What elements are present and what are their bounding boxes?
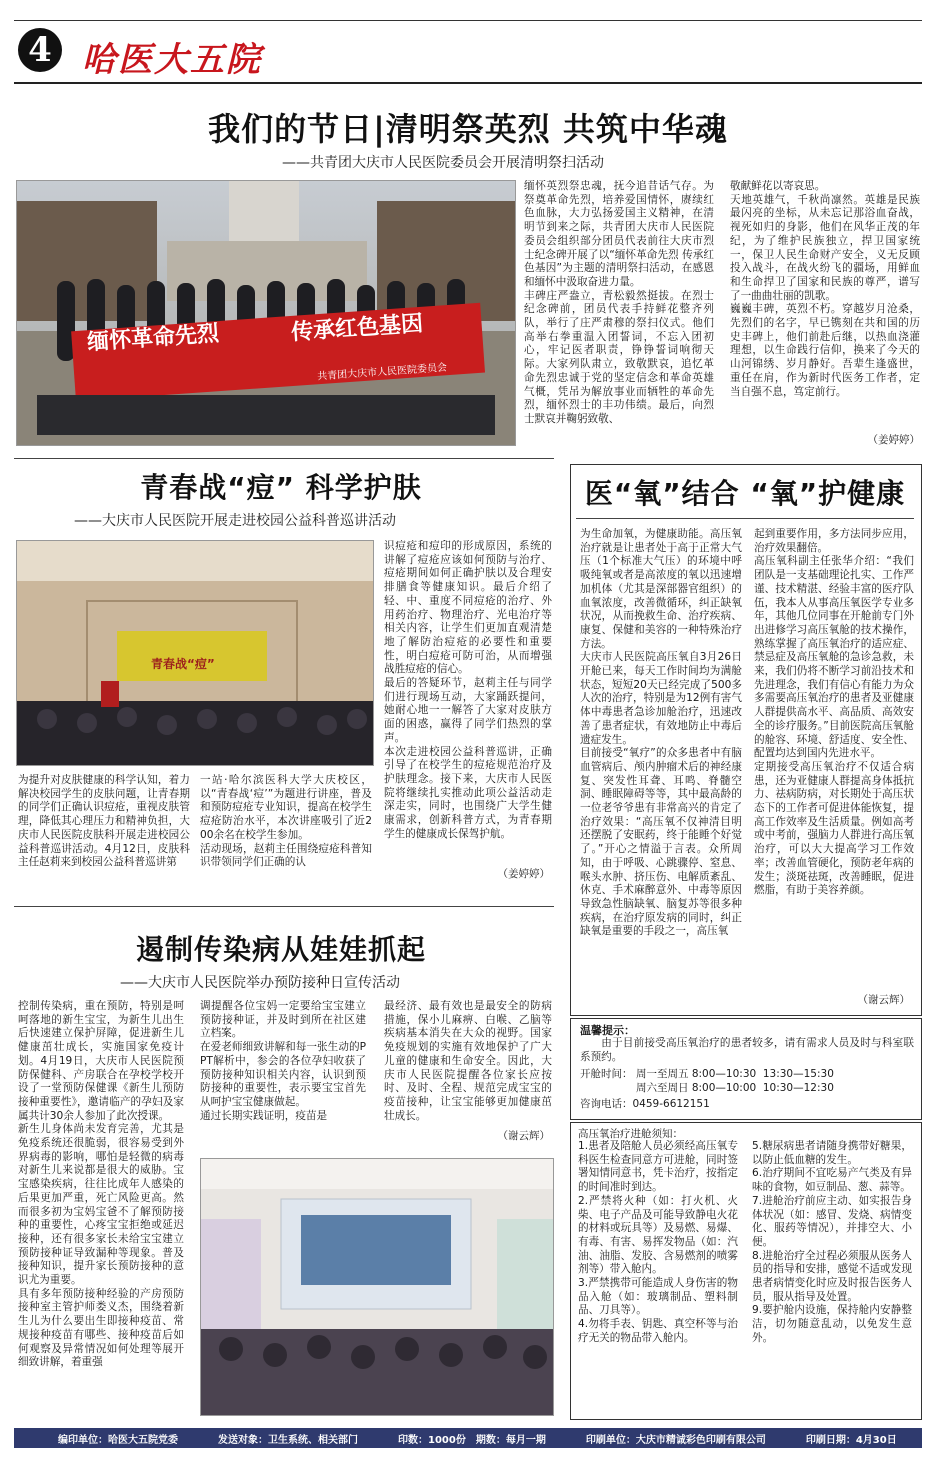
notice-text: 由于目前接受高压氧治疗的患者较多，请有需求人员及时与科室联系预约。 <box>580 1037 914 1063</box>
notice-heading: 温馨提示： <box>580 1024 635 1037</box>
article1-col2: 敬献鲜花以寄哀思。 天地英雄气，千秋尚凛然。英雄是民族最闪亮的坐标，从未忘记那浴血奋战，视死如归的身影，他们在风华正茂的年纪，为了维护民族独立，捍卫国家统一，保卫人民生命财产安全，义无反顾投入战斗，在战火纷飞的疆场，用鲜血和生命捍卫了国家和民族的尊严，谱写了一曲曲壮丽的凯歌。 巍巍丰碑，英烈不朽。穿越岁月沧桑，先烈们的名字，早已镌刻在共和国的历史丰碑上，他们前赴后继，以热血浇灌理想，以生命践行信仰，换来了今天的山河锦绣、岁月静好。吾辈生逢盛世，重任在肩，作为新时代医务工作者，定当自强不息，笃定前行。 <box>730 180 920 398</box>
footer-editor: 编印单位：哈医大五院党委 <box>58 1434 178 1446</box>
article4-title: 遏制传染病从娃娃抓起 <box>135 933 426 966</box>
article4-col3: 最经济、最有效也是最安全的防病措施，保小儿麻痹、白喉、乙脑等疾病基本消失在大众的视野。国家免疫规划的实施有效地保护了广大儿童的健康和生命安全。因此，大庆市人民医院提醒各位家长应按时、及时、全程、规范完成宝宝的疫苗接种，让宝宝能够更加健康茁壮成长。 <box>384 1000 552 1122</box>
article1-col1: 缅怀英烈祭忠魂，抚今追昔话气存。为祭奠革命先烈，培养爱国情怀，赓续红色血脉，大力弘扬爱国主义精神，在清明节到来之际，共青团大庆市人民医院委员会组织部分团员代表前往大庆市烈士纪念碑开展了以“缅怀革命先烈 传承红色基因”为主题的清明祭扫活动，在感恩和缅怀中汲取奋进力量。 丰碑庄严盎立，青松毅然挺拔。在烈士纪念碑前，团员代表手持鲜花整齐列队，举行了庄严肃穆的祭扫仪式。他们高举右拳重温入团誓词，不忘入团初心，牢记医者职责，铮铮誓词响彻天际。大家列队肃立，致敬默哀，追忆革命先烈忠诚于党的坚定信念和革命英雄气概，凭吊为解放事业而牺牲的革命先烈，缅怀烈士的丰功伟绩。最后，向烈士默哀并鞠躬致敬、 <box>524 180 714 425</box>
article4-signature: （谢云辉） <box>497 1130 550 1142</box>
article3-title-rule <box>576 518 914 519</box>
lecture-hall-photo <box>17 541 373 765</box>
article4-col1: 控制传染病，重在预防，特别是呵呵落地的新生宝宝，为新生儿出生后快速建立保护屏障，促进新生儿健康茁壮成长，实施国家免疫计划。4月19日，大庆市人民医院预防保健科、产房联合在孕校学校开设了一堂预防保健课《新生儿预防接种重要性》，邀请临产的孕妇及家属共计30余人参加了此次授课。 新生儿身体尚未发育完善，尤其是免疫系统还很脆弱，很容易受到外界病毒的影响，哪怕是轻微的病毒对新生儿来说都是很大的威胁。宝宝感染疾病，往往比成年人感染的后果更加严重，死亡风险更高。然而很多初为宝妈宝爸不了解预防接种的重要性，心疼宝宝拒绝或延迟接种，还有很多家长未给宝宝建立预防接种证导致漏种等现象。普及接种知识，提升家长预防接种的意识尤为重要。 具有多年预防接种经验的产房预防接种室主管护师娄义杰，围绕着新生儿为什么要出生即接种疫苗、常规接种疫苗有哪些、接种疫苗后如何观察及异常情况如何处理等展开细致讲解，着重强 <box>18 1000 184 1369</box>
banner-text-small: 共青团大庆市人民医院委员会 <box>316 362 448 383</box>
article3-title: 医“氧”结合 “氧”护健康 <box>584 477 906 510</box>
banner-text-left: 缅怀革命先烈 <box>86 321 220 356</box>
article4-subtitle: ——大庆市人民医院举办预防接种日宣传活动 <box>120 975 400 991</box>
article2-col3: 识痘疮和痘印的形成原因，系统的讲解了痘疮应该如何预防与治疗、痘疮期间如何正确护肤以及合理安排膳食等健康知识。最后介绍了轻、中、重度不同痘疮的治疗、外用药治疗、物理治疗、光电治疗等相关内容，让学生们更加直观清楚地了解防治痘疮的必要性和重要性，明白痘疮可防可治，从而增强战胜痘疮的信心。 最后的答疑环节，赵莉主任与同学们进行现场互动，大家踊跃提问，她耐心地一一解答了大家对皮肤方面的困惑，赢得了同学们热烈的掌声。 本次走进校园公益科普巡讲，正确引导了在校学生的痘疮规范治疗及护肤理念。接下来，大庆市人民医院将继续扎实推动此项公益活动走深走实，同时，也围绕广大学生健康需求，创新科普方式，为青春期学生的健康成长保驾护航。 <box>384 540 552 840</box>
precautions-col1: 1.患者及陪舱人员必须经高压氧专科医生检查同意方可进舱，同时签署知情同意书，凭卡治疗，按指定的时间准时到达。 2.严禁将火种（如：打火机、火柴、电子产品及可能导致静电火花的材料或玩具等）及易燃、易爆、有毒、有害、易挥发物品（如：汽油、油脂、发胶、含易燃剂的喷雾剂等）带入舱内。 3.严禁携带可能造成人身伤害的物品入舱（如：玻璃制品、塑料制品、刀具等）。 4.勿将手表、钥匙、真空杯等与治疗无关的物品带入舱内。 <box>578 1140 738 1344</box>
top-rule <box>14 20 922 21</box>
article4-photo <box>200 1158 554 1416</box>
masthead-rule <box>14 82 922 84</box>
article2-col2: 一站·哈尔滨医科大学大庆校区，以“青春战‘痘’”为题进行讲座，普及和预防痘疮专业知识，提高在校学生痘疮防治水平，本次讲座吸引了近200余名在校学生参加。 活动现场，赵莉主任围绕痘疮科普知识带领同学们正确的认 <box>200 774 372 869</box>
notice-hours-label: 开舱时间： <box>580 1068 633 1080</box>
notice-hours-weekday: 周一至周五 8:00—10:30 13:30—15:30 <box>636 1068 834 1080</box>
footer-bar <box>14 1428 922 1448</box>
footer-printer: 印刷单位：大庆市精诚彩色印刷有限公司 <box>585 1434 766 1446</box>
paper-name-logo: 哈医大五院 <box>82 40 262 80</box>
section-divider-1 <box>14 458 554 459</box>
page-number: 4 <box>28 30 52 70</box>
article3-col1: 为生命加氧，为健康助能。高压氧治疗就是让患者处于高于正常大气压（1个标准大气压）的环境中呼吸纯氧或者是高浓度的氧以迅速增加机体（尤其是深部器官组织）的血氧浓度，改善微循环，纠正缺氧状况，从而挽救生命、治疗疾病、康复、保健和美容的一种特殊治疗方法。 大庆市人民医院高压氧自3月26日开舱已来，每天工作时间均为满舱状态，短短20天已经完成了500多人次的治疗，特别是为12例有害气体中毒患者急诊加舱治疗，迅速改善了患者症状，有效地防止中毒后遗症发生。 目前接受“氧疗”的众多患者中有脑血管病后、颅内肿瘤术后的神经康复、突发性耳聋、耳鸣、脊髓空洞、睡眠障碍等等，其中最高龄的一位老爷爷患有非常高兴的肯定了治疗效果：“高压氧不仅神清目明还摆脱了安眠药，终于能睡个好觉了。”开心之情溢于言表。众所周知，由于呼吸、心跳骤停、窒息、喉头水肿、挤压伤、电解质紊乱、休克、手术麻醉意外、中毒等原因导致急性脑缺氧、脑复苏等很多种疾病，在治疗原发病的同时，纠正缺氧是重要的手段之一，高压氧 <box>580 528 742 938</box>
article4-col2: 调提醒各位宝妈一定要给宝宝建立预防接种证，并及时到所在社区建立档案。 在爱老师细致讲解和每一张生动的PPT解析中，参会的各位孕妇收获了预防接种知识相关内容，认识到预防接种的重要性，表示要宝宝首先从呵护宝宝健康做起。 通过长期实践证明，疫苗是 <box>200 1000 366 1122</box>
page-number-badge <box>16 26 64 74</box>
article2-subtitle: ——大庆市人民医院开展走进校园公益科普巡讲活动 <box>74 513 396 529</box>
banner-text-right: 传承红色基因 <box>290 311 424 346</box>
stage-banner-text: 青春战“痘” <box>151 657 215 671</box>
article2-title: 青春战“痘” 科学护肤 <box>140 471 422 504</box>
article3-signature: （谢云辉） <box>857 994 910 1006</box>
article1-title: 我们的节日|清明祭英烈 共筑中华魂 <box>208 110 728 148</box>
notice-phone: 咨询电话：0459-6612151 <box>580 1098 710 1110</box>
vaccination-class-photo <box>201 1159 553 1415</box>
article3-col2: 起到重要作用，多方法同步应用，治疗效果翻倍。 高压氧科副主任张华介绍：“我们团队是一支基础理论扎实、工作严谨、技术精湛、经验丰富的医疗队伍，我本人从事高压氧医学专业多年，其他几位同事在开舱前专门外出进修学习高压氧舱的技术操作，熟练掌握了高压氧治疗的适应症、禁忌症及高压氧舱的急诊急救，未来，我们仍将不断学习前沿技术和先进理念，我们有信心有能力为众多需要高压氧治疗的患者及亚健康人群提供高水平、高品质、高效安全的诊疗服务。”目前医院高压氧舱的舱容、环境、舒适度、安全性、配置均达到国内先进水平。 定期接受高压氧治疗不仅适合病患，还为亚健康人群提高身体抵抗力、祛病防病，对长期处于高压状态下的工作者可促进体能恢复，提高工作效率及生活质量。例如高考或中考前，强脑力人群进行高压氧治疗，可以大大提高学习工作效率；改善血管硬化，预防老年病的发生；淡斑祛斑，改善睡眠，促进燃脂，有助于美容养颜。 <box>754 528 914 897</box>
article2-photo <box>16 540 374 766</box>
notice-hours-weekend: 周六至周日 8:00—10:00 10:30—12:30 <box>636 1082 834 1094</box>
precautions-heading: 高压氧治疗进舱须知： <box>578 1128 683 1140</box>
article2-col1: 为提升对皮肤健康的科学认知，着力解决校园学生的皮肤问题，让青春期的同学们正确认识痘疮，重视皮肤管理，降低其心理压力和精神负担，大庆市人民医院皮肤科开展走进校园公益科普巡讲活动。4月12日，皮肤科主任赵莉来到校园公益科普巡讲第 <box>18 774 190 869</box>
article1-photo <box>16 180 516 446</box>
article2-signature: （姜婷婷） <box>497 868 550 880</box>
precautions-col2: 5.糖尿病患者请随身携带好糖果，以防止低血糖的发生。 6.治疗期间不宜吃易产气类及有异味的食物，如豆制品、葱、蒜等。 7.进舱治疗前应主动、如实报告身体状况（如：感冒、发烧、病情变化、服药等情况），并排空大、小便。 8.进舱治疗全过程必须服从医务人员的指导和安排，感觉不适或发现患者病情变化时应及时报告医务人员，服从指导及处置。 9.要护舱内设施，保持舱内安静整洁，切勿随意乱动，以免发生意外。 <box>752 1140 912 1344</box>
section-divider-2 <box>14 906 554 907</box>
footer-copies: 印数：1000份 <box>398 1434 466 1446</box>
footer-date: 印刷日期：4月30日 <box>805 1434 897 1446</box>
footer-frequency: 期数：每月一期 <box>475 1434 546 1446</box>
article1-subtitle: ——共青团大庆市人民医院委员会开展清明祭扫活动 <box>282 155 604 171</box>
footer-recipients: 发送对象：卫生系统、相关部门 <box>218 1434 358 1446</box>
article1-signature: （姜婷婷） <box>867 434 920 446</box>
memorial-group-photo <box>17 181 515 445</box>
